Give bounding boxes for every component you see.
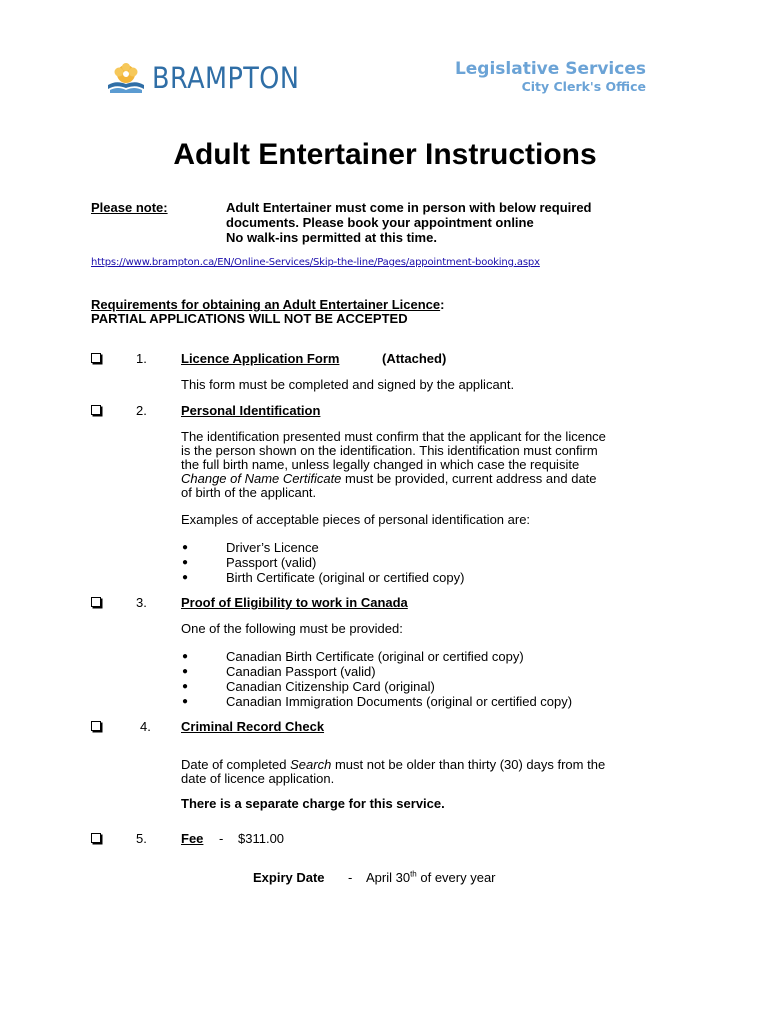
item-2-paragraph (181, 430, 606, 500)
item-4-paragraph (181, 758, 605, 786)
partial-warning: PARTIAL APPLICATIONS WILL NOT BE ACCEPTED (91, 311, 408, 326)
item-1-text: This form must be completed and signed by the applicant. (181, 377, 515, 392)
item-2-number: 2. (136, 403, 147, 418)
note-text (226, 200, 592, 245)
bullet-icon: ● (182, 696, 189, 707)
logo-wordmark: BRAMPTON (152, 61, 300, 95)
note-line-3: No walk-ins permitted at this time. (226, 230, 437, 245)
requirements-heading-text: Requirements for obtaining an Adult Entertainer Licence (91, 297, 441, 312)
list-item: Passport (valid) (226, 555, 317, 570)
list-item: Canadian Passport (valid) (226, 664, 376, 679)
expiry-date-month: April 30 (366, 870, 411, 885)
expiry-date-rest: of every year (416, 870, 496, 885)
list-item: Canadian Immigration Documents (original or certified copy) (226, 694, 573, 709)
bullet-icon: ● (182, 557, 189, 568)
item-5-number: 5. (136, 831, 147, 846)
checkbox-item-2[interactable] (91, 405, 101, 415)
expiry-date-suffix: th (410, 869, 417, 879)
note-line-2: documents. Please book your appointment online (226, 215, 534, 230)
bullet-icon: ● (182, 666, 189, 677)
expiry-date (366, 870, 496, 885)
fee-dash: - (219, 831, 224, 846)
bullet-icon: ● (182, 572, 189, 583)
list-item: Canadian Citizenship Card (original) (226, 679, 435, 694)
item-2-heading: Personal Identification (181, 403, 321, 418)
item-2-line-4 (181, 472, 606, 486)
list-item: Canadian Birth Certificate (original or certified copy) (226, 649, 524, 664)
note-line-1: Adult Entertainer must come in person with below required (226, 200, 592, 215)
checkbox-item-1[interactable] (91, 353, 101, 363)
checkbox-item-4[interactable] (91, 721, 101, 731)
item-4-line-1-a: Date of completed (181, 757, 291, 772)
bullet-icon: ● (182, 681, 189, 692)
bullet-icon: ● (182, 651, 189, 662)
expiry-dash: - (348, 870, 353, 885)
item-4-line-1 (181, 758, 605, 772)
item-3-number: 3. (136, 595, 147, 610)
checkbox-item-3[interactable] (91, 597, 101, 607)
page-title: Adult Entertainer Instructions (173, 138, 597, 171)
item-1-heading: Licence Application Form (181, 351, 340, 366)
item-3-heading: Proof of Eligibility to work in Canada (181, 595, 408, 610)
expiry-label: Expiry Date (253, 870, 325, 885)
bullet-icon: ● (182, 542, 189, 553)
department-subtitle: City Clerk's Office (521, 79, 646, 94)
item-2-line-3: the full birth name, unless legally changed in which case the requisite (181, 457, 580, 472)
requirements-colon: : (440, 297, 445, 312)
item-4-heading: Criminal Record Check (181, 719, 325, 734)
brampton-logo (106, 61, 319, 95)
item-2-line-2: is the person shown on the identification. This identification must confirm (181, 443, 598, 458)
separate-charge-note: There is a separate charge for this service. (181, 796, 445, 811)
item-4-number: 4. (140, 719, 151, 734)
item-1-number: 1. (136, 351, 147, 366)
item-3-intro: One of the following must be provided: (181, 621, 403, 636)
fee-label: Fee (181, 831, 204, 846)
department-title: Legislative Services (454, 59, 646, 79)
item-2-examples: Examples of acceptable pieces of personal identification are: (181, 512, 531, 527)
item-4-line-1-c: must not be older than thirty (30) days from the (331, 757, 606, 772)
appointment-booking-link[interactable]: https://www.brampton.ca/EN/Online-Services/Skip-the-line/Pages/appointment-booking.aspx (91, 257, 540, 268)
item-2-line-5: of birth of the applicant. (181, 485, 317, 500)
item-4-line-2: date of licence application. (181, 771, 335, 786)
item-1-attached: (Attached) (382, 351, 447, 366)
item-2-line-1: The identification presented must confirm that the applicant for the licence (181, 429, 606, 444)
brampton-flower-icon (106, 63, 146, 93)
change-of-name-certificate: Change of Name Certificate (181, 471, 342, 486)
list-item: Driver’s Licence (226, 540, 319, 555)
requirements-heading (91, 297, 444, 312)
list-item: Birth Certificate (original or certified copy) (226, 570, 465, 585)
item-2-line-4-rest: must be provided, current address and date (341, 471, 597, 486)
note-label: Please note: (91, 200, 168, 215)
fee-amount: $311.00 (238, 831, 285, 846)
search-word: Search (290, 757, 332, 772)
checkbox-item-5[interactable] (91, 833, 101, 843)
